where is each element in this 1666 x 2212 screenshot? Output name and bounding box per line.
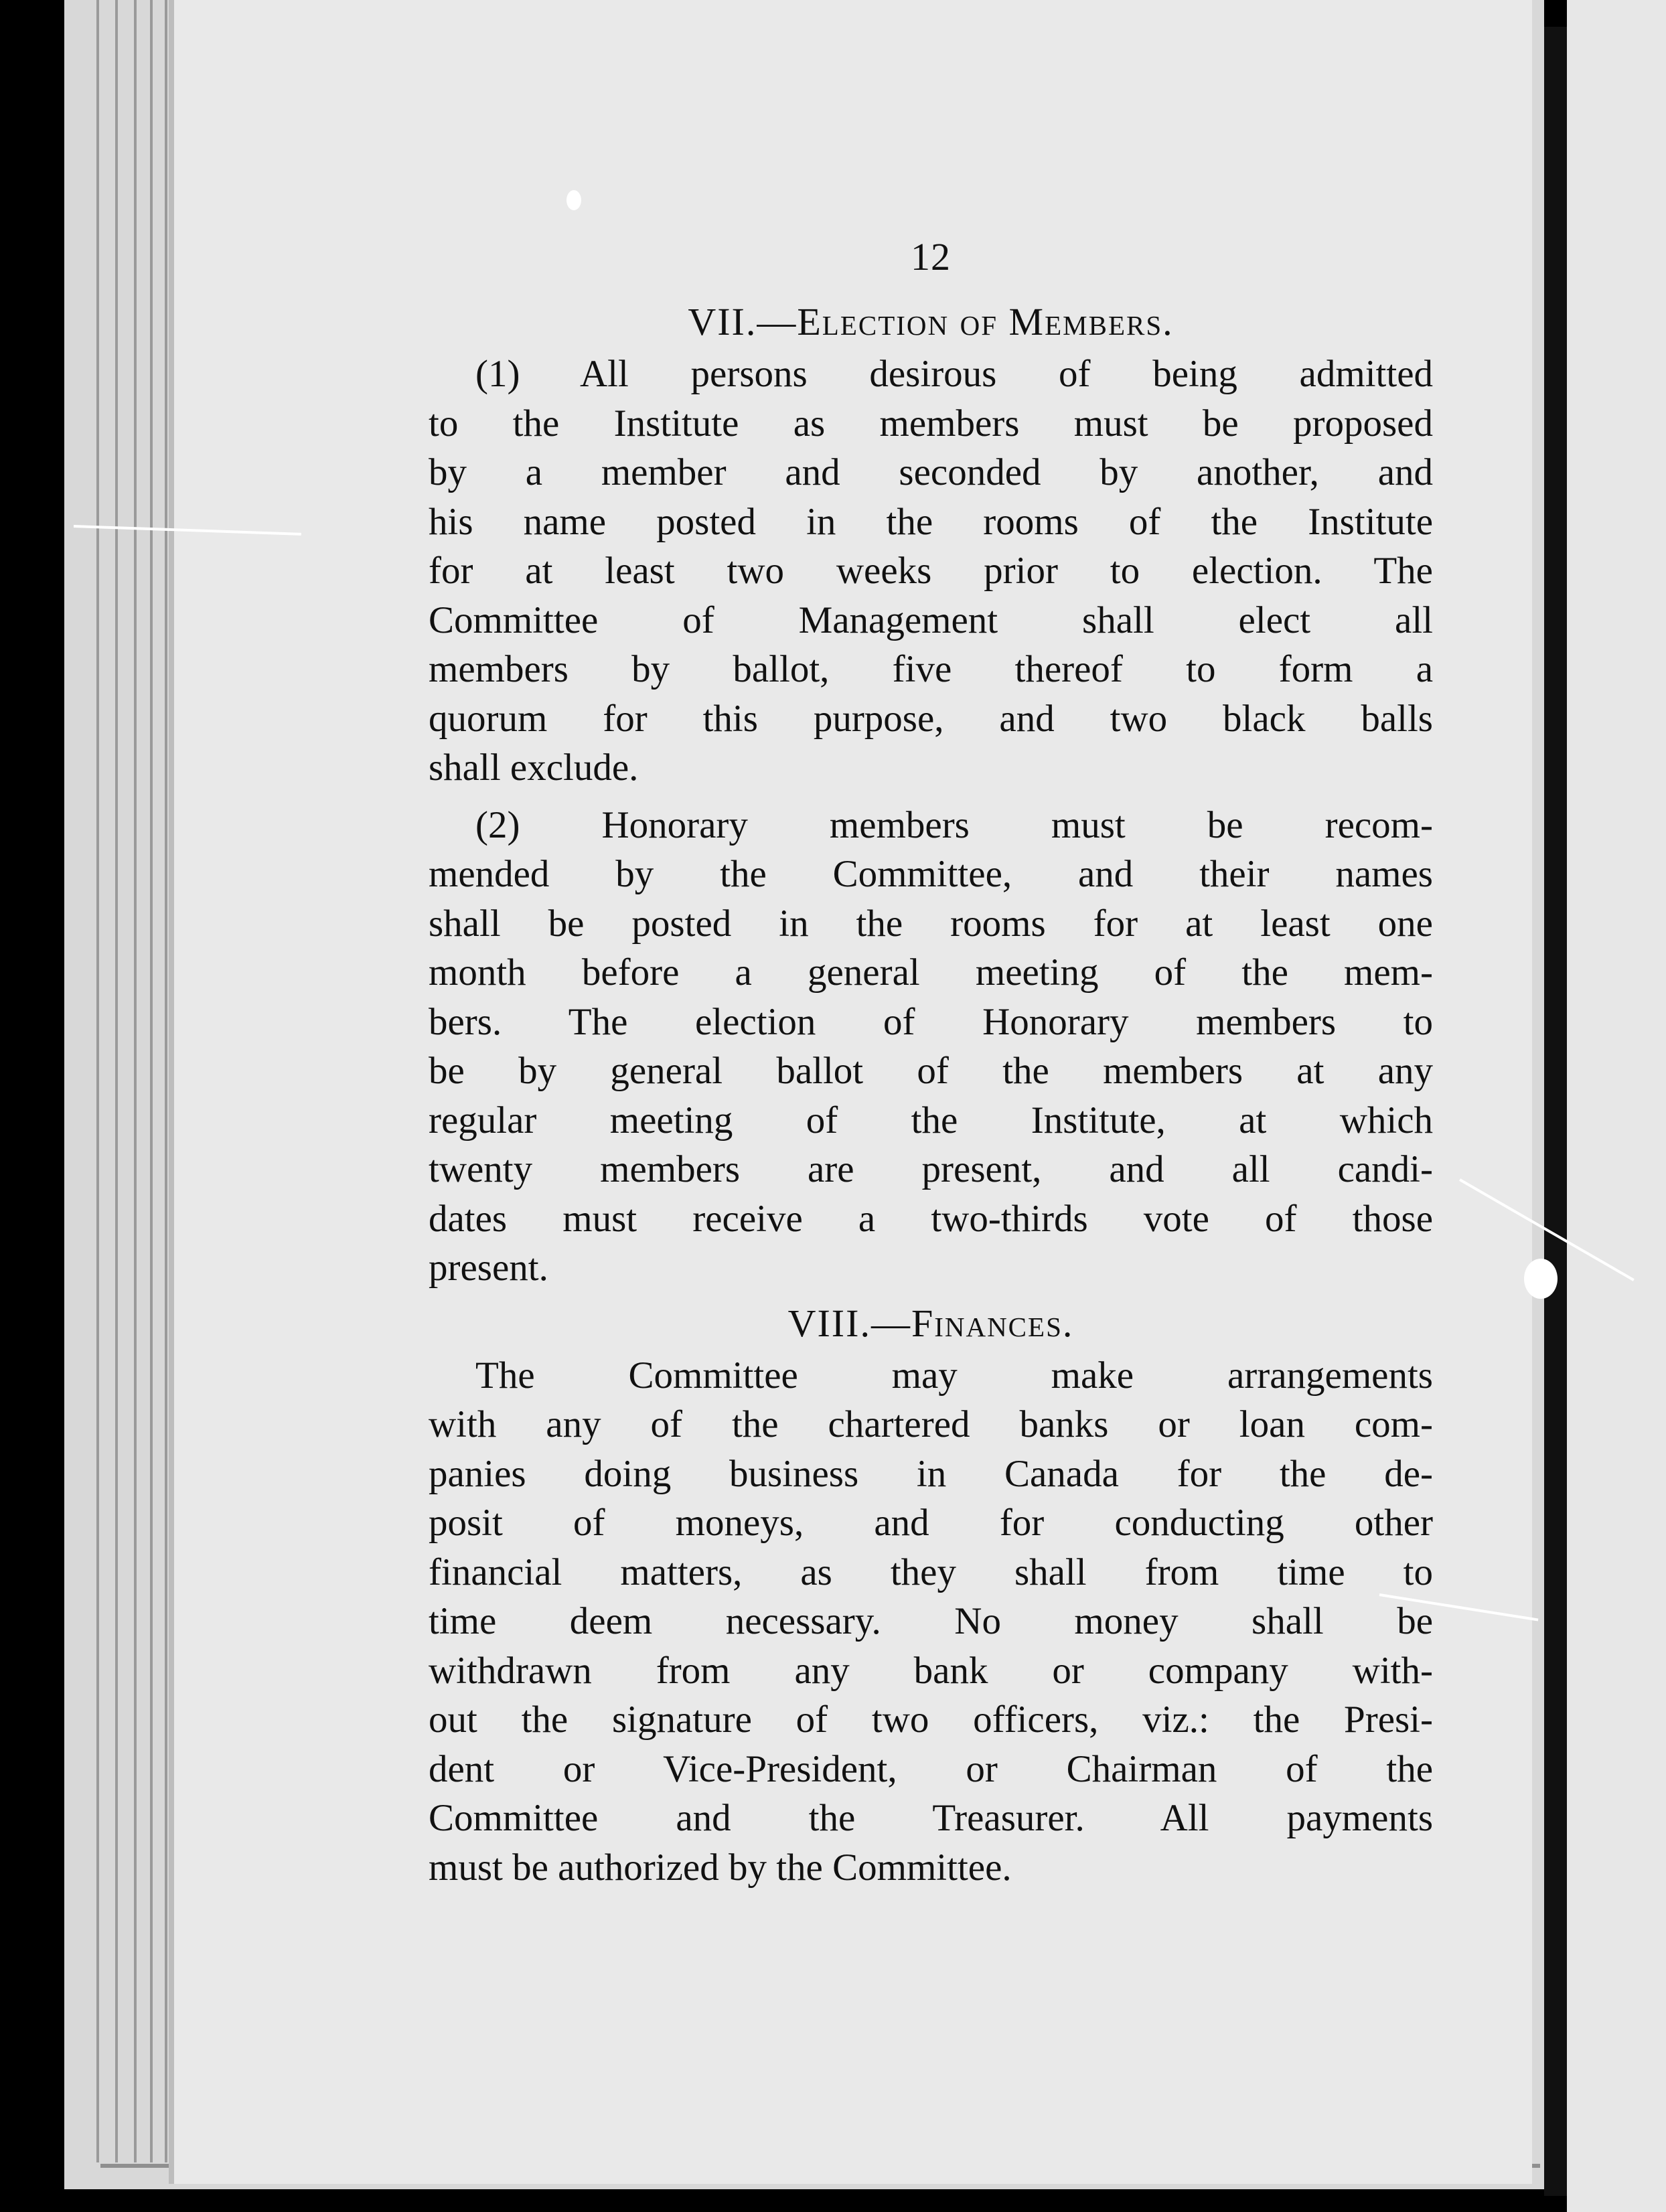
text-line: quorum for this purpose, and two black balls [429,697,1433,740]
text-line: mended by the Committee, and their names [429,853,1433,895]
page-text [429,234,1433,1900]
text-line: present. [429,1247,548,1289]
section-heading: VIII.—Finances. [787,1301,1074,1345]
text-line: dates must receive a two-thirds vote of those [429,1197,1433,1240]
text-line: shall exclude. [429,746,639,789]
text-line: withdrawn from any bank or company with- [429,1649,1433,1692]
text-line: month before a general meeting of the mem- [429,951,1433,994]
text-line: with any of the chartered banks or loan com- [429,1403,1433,1445]
text-line: panies doing business in Canada for the de- [429,1452,1433,1495]
text-line: out the signature of two officers, viz.: the Presi- [429,1698,1433,1741]
section-election-of-members [429,299,1433,1293]
text-line: financial matters, as they shall from time to [429,1551,1433,1593]
page-edge [165,0,167,2162]
page-edge [150,0,153,2162]
text-line: (1) All persons desirous of being admitted [475,353,1433,395]
text-line: dent or Vice-President, or Chairman of the [429,1747,1433,1790]
text-line: members by ballot, five thereof to form a [429,648,1433,690]
text-line: to the Institute as members must be proposed [429,402,1433,445]
text-line: be by general ballot of the members at any [429,1050,1433,1092]
facing-page-margin [1567,0,1666,2212]
page-edge [115,0,118,2162]
text-line: (2) Honorary members must be recom- [475,803,1433,846]
text-line: must be authorized by the Committee. [429,1846,1012,1889]
scan-speck [566,190,581,210]
page-number: 12 [911,235,951,279]
text-line: regular meeting of the Institute, at which [429,1099,1433,1141]
book-spine-shadow [1544,27,1567,2196]
paragraph [429,801,1433,1293]
text-line: twenty members are present, and all candi- [429,1148,1433,1190]
paragraph [429,349,1433,793]
text-line: bers. The election of Honorary members to [429,1000,1433,1043]
section-heading: VII.—Election of Members. [688,300,1174,343]
text-line: Committee and the Treasurer. All payments [429,1797,1433,1839]
paragraph [429,1351,1433,1893]
text-line: Committee of Management shall elect all [429,599,1433,641]
text-line: shall be posted in the rooms for at least one [429,902,1433,945]
page-edge [96,0,99,2162]
text-line: The Committee may make arrangements [475,1354,1433,1397]
page-edge [134,0,137,2162]
text-line: for at least two weeks prior to election. The [429,550,1433,592]
text-line: by a member and seconded by another, and [429,451,1433,493]
scan-speck [1524,1259,1558,1299]
text-line: his name posted in the rooms of the Institute [429,500,1433,543]
section-finances [429,1301,1433,1893]
text-line: posit of moneys, and for conducting other [429,1502,1433,1544]
text-line: time deem necessary. No money shall be [429,1600,1433,1642]
